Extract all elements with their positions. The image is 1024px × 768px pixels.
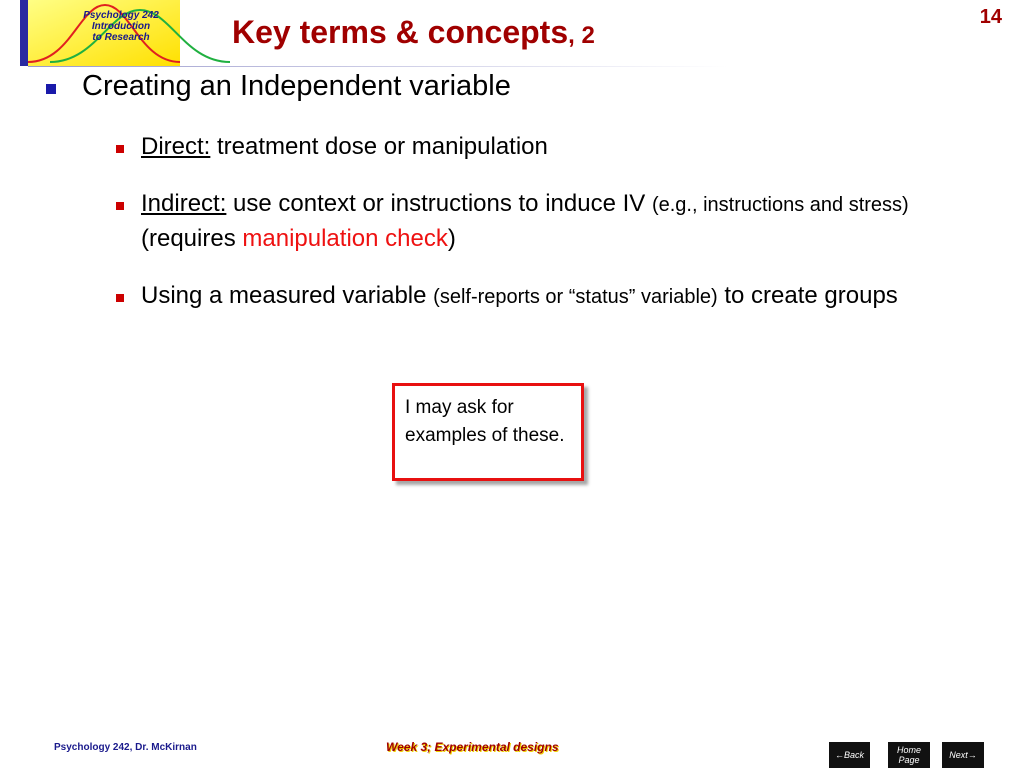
home-label-line1: Home (896, 745, 921, 755)
next-button[interactable]: Next→ (942, 742, 984, 768)
indirect-paren-close: ) (447, 225, 456, 252)
slide-title-main: Key terms & concepts (232, 14, 569, 50)
manipulation-check-highlight: manipulation check (242, 225, 448, 252)
bullet-square-icon (116, 202, 124, 210)
back-button[interactable]: ←Back (829, 742, 870, 768)
slide-title (232, 14, 595, 51)
slide-title-suffix: , 2 (568, 22, 595, 49)
indirect-text: use context or instructions to induce IV (226, 190, 652, 217)
direct-text: treatment dose or manipulation (210, 133, 548, 160)
logo-line: to Research (92, 32, 150, 43)
bullet-direct (141, 130, 981, 164)
footer-week: Week 3; Experimental designs (386, 740, 559, 754)
bullet-square-icon (46, 84, 56, 94)
course-logo (20, 0, 230, 66)
bullet-square-icon (116, 294, 124, 302)
page-number: 14 (979, 6, 1002, 28)
measured-example: (self-reports or “status” variable) (433, 286, 718, 308)
logo-text (66, 10, 176, 43)
logo-line: Psychology 242 (83, 10, 159, 21)
measured-text1: Using a measured variable (141, 282, 434, 309)
home-label-line2: Page (898, 755, 920, 765)
bullet-level1: Creating an Independent variable (82, 70, 511, 102)
home-page-button[interactable] (888, 742, 930, 768)
bullet-measured (141, 279, 981, 314)
measured-text2: to create groups (717, 282, 898, 309)
header-divider (28, 66, 728, 67)
logo-line: Introduction (91, 21, 151, 32)
callout-box: I may ask for examples of these. (392, 383, 584, 481)
term-indirect: Indirect: (141, 190, 227, 217)
footer-course: Psychology 242, Dr. McKirnan (54, 742, 197, 753)
bullet-indirect (141, 187, 981, 256)
indirect-paren-open: (requires (141, 225, 243, 252)
indirect-example: (e.g., instructions and stress) (651, 194, 909, 216)
bullet-square-icon (116, 145, 124, 153)
term-direct: Direct: (141, 133, 211, 160)
